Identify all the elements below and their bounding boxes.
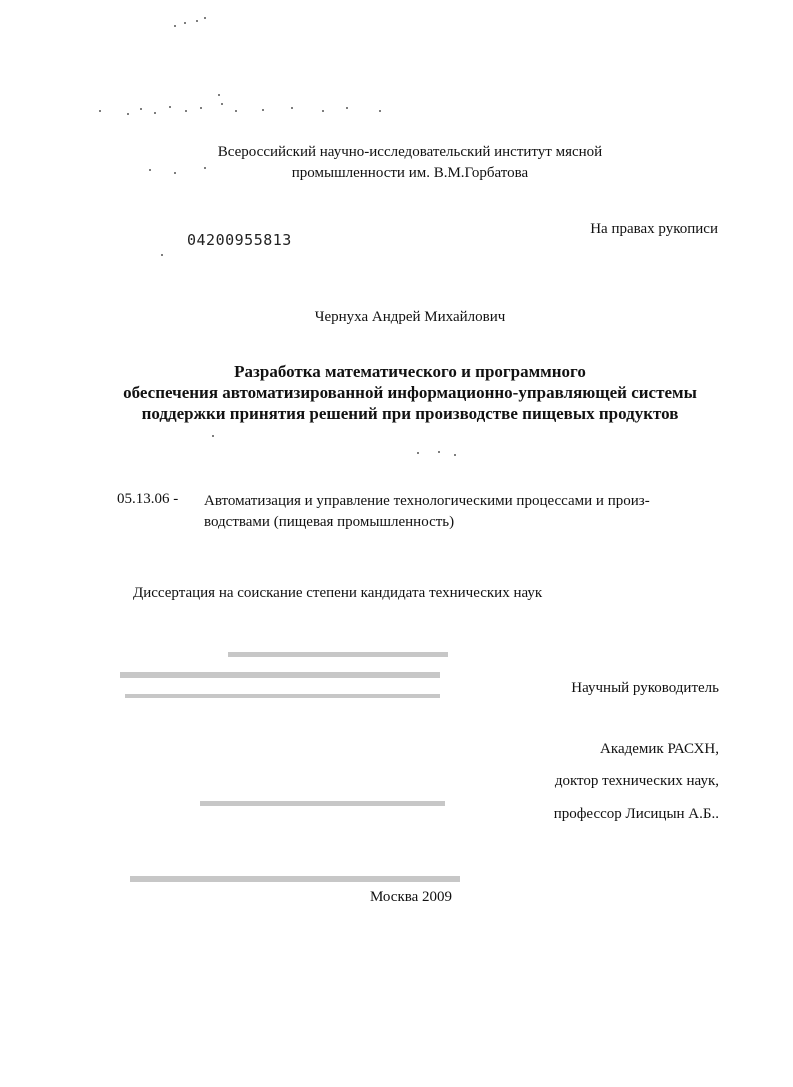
scan-speck — [218, 94, 220, 96]
scan-speck — [417, 452, 419, 454]
bleed-through — [228, 652, 448, 657]
scan-speck — [184, 22, 186, 24]
scan-speck — [161, 254, 163, 256]
scan-speck — [291, 107, 293, 109]
scan-speck — [322, 110, 324, 112]
scan-speck — [262, 109, 264, 111]
scan-speck — [99, 110, 101, 112]
title-line-1: Разработка математического и программного — [234, 362, 586, 381]
rights-label: На правах рукописи — [590, 221, 718, 237]
scan-speck — [221, 103, 223, 105]
dissertation-title — [40, 361, 780, 424]
scan-speck — [212, 435, 214, 437]
scan-speck — [200, 107, 202, 109]
registration-number: 04200955813 — [187, 231, 292, 249]
bleed-through — [125, 694, 440, 698]
scan-speck — [154, 112, 156, 114]
scan-speck — [185, 110, 187, 112]
specialty-line-2: водствами (пищевая промышленность) — [204, 514, 455, 530]
city-year: Москва 2009 — [369, 889, 453, 905]
scan-speck — [438, 451, 440, 453]
supervisor-rank: Академик РАСХН, — [600, 741, 719, 757]
scan-speck — [204, 17, 206, 19]
scan-speck — [169, 106, 171, 108]
bleed-through — [200, 801, 445, 806]
scan-speck — [174, 25, 176, 27]
dissertation-degree: Диссертация на соискание степени кандидата технических наук — [133, 585, 543, 601]
institute-line-1: Всероссийский научно-исследовательский институт мясной — [217, 144, 603, 160]
author-name: Чернуха Андрей Михайлович — [314, 309, 506, 325]
institute-name — [110, 142, 710, 184]
scan-speck — [140, 108, 142, 110]
scan-speck — [127, 113, 129, 115]
title-line-3: поддержки принятия решений при производстве пищевых продуктов — [141, 404, 679, 423]
specialty-line-1: Автоматизация и управление технологическими процессами и произ- — [204, 493, 650, 509]
scan-speck — [346, 107, 348, 109]
scan-speck — [196, 20, 198, 22]
supervisor-label: Научный руководитель — [571, 680, 719, 696]
bleed-through — [120, 672, 440, 678]
supervisor-name: профессор Лисицын А.Б.. — [553, 806, 719, 822]
bleed-through — [130, 876, 460, 882]
scan-speck — [454, 454, 456, 456]
specialty-description — [204, 491, 650, 533]
title-line-2: обеспечения автоматизированной информационно-управляющей системы — [123, 383, 697, 402]
scan-speck — [235, 110, 237, 112]
scan-speck — [379, 110, 381, 112]
supervisor-degree: доктор технических наук, — [554, 773, 719, 789]
institute-line-2: промышленности им. В.М.Горбатова — [291, 165, 529, 181]
specialty-code: 05.13.06 - — [117, 491, 179, 507]
